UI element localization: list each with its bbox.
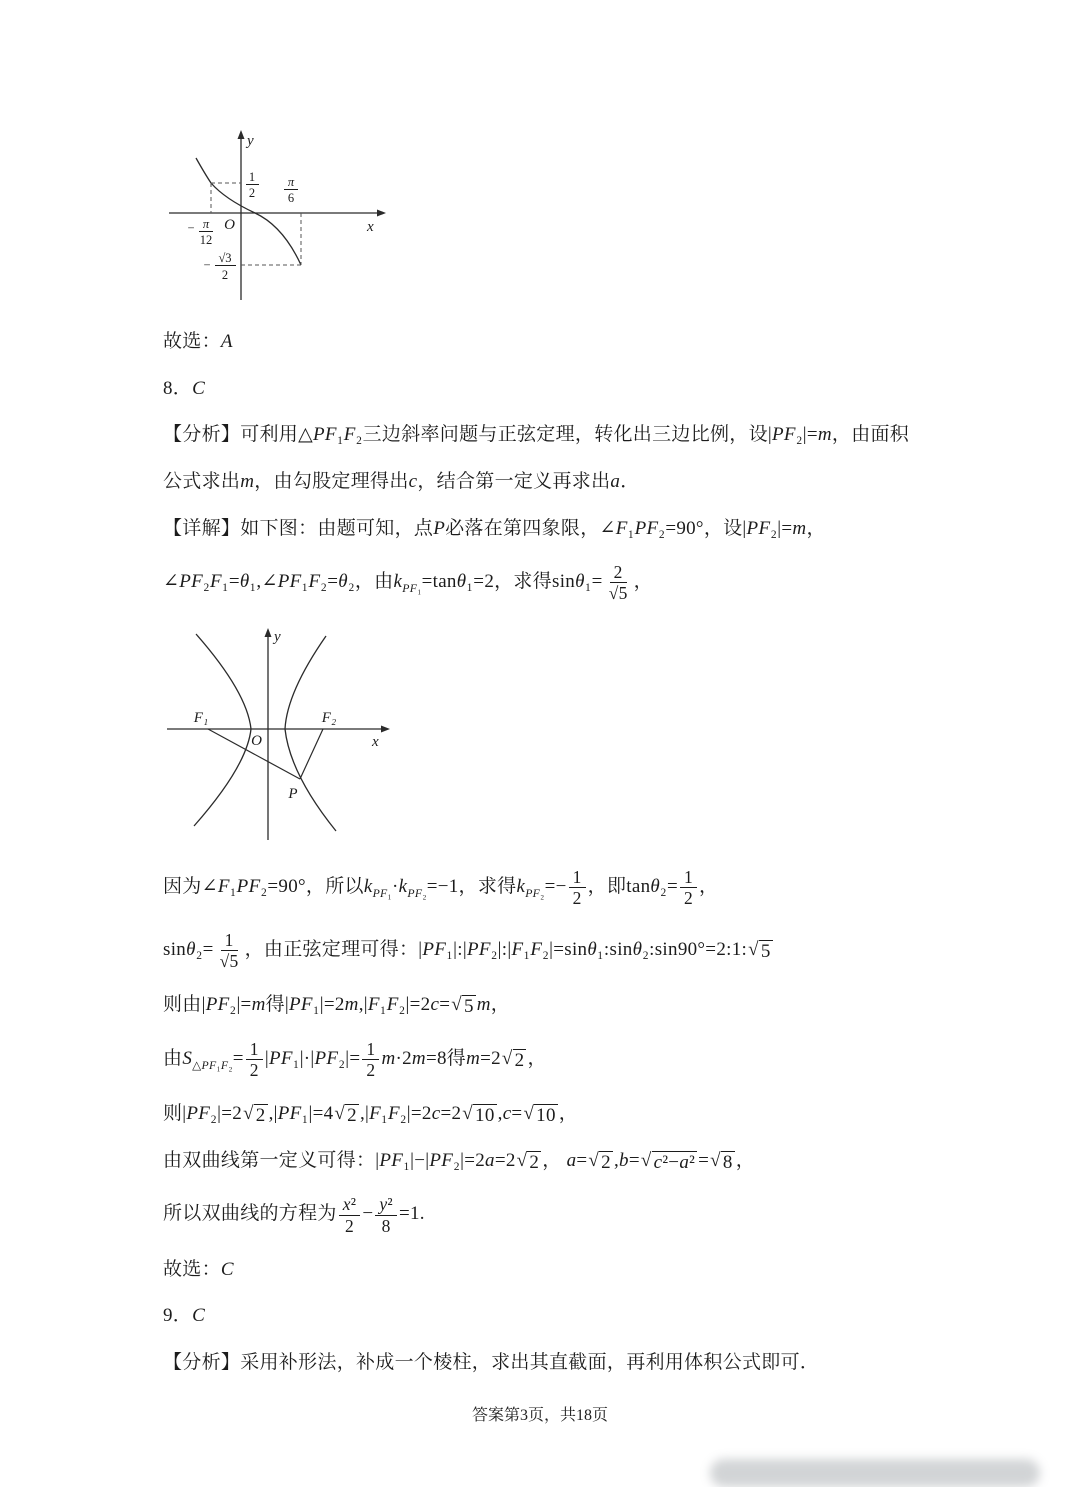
frac-sqrt32-num: √3	[218, 251, 232, 265]
text-line: 则由|PF₂|=m得|PF₁|=2m,|F₁F₂|=2c= √ 5 m，	[163, 993, 511, 1017]
square-root: √ 10	[462, 1102, 495, 1126]
y-axis-label: y	[274, 629, 281, 646]
square-root: √ 2	[588, 1149, 611, 1173]
text-line: 则|PF₂|=2 √ 2 ,|PF₁|=4 √ 2 ,|F₁F₂|=2c=2 √ 10 ,c= √ 10 ，	[163, 1102, 579, 1126]
square-root: √ 2	[334, 1102, 357, 1126]
text-line: 【详解】如下图：由题可知，点P必落在第四象限，∠F₁PF₂=90°，设|PF₂|=m，	[163, 517, 826, 539]
frac-sqrt32-den: 2	[221, 268, 229, 282]
x-axis-arrow-icon	[381, 726, 390, 733]
hyperbola-left-branch	[194, 634, 251, 826]
figure-trig-graph	[163, 128, 395, 308]
point-p-label: P	[288, 786, 298, 803]
y-axis-arrow-icon	[238, 130, 245, 139]
fraction: $\frac{1}{√5}$	[219, 929, 239, 971]
focus1-label: F₁	[193, 710, 209, 727]
square-root: √ c²−a²	[640, 1149, 696, 1173]
fraction: $\frac{1}{2}$	[569, 867, 586, 908]
content-section-a	[163, 329, 930, 603]
figure-hyperbola-graph	[163, 624, 408, 846]
text-line: ∠PF₂F₁=θ₁,∠PF₁F₂=θ₂，由$k_{PF_1}=\tan\theta_1=2$，求得sinθ₁= $\frac{2}{√5}$ ，	[163, 562, 653, 604]
square-root: √ 10	[523, 1102, 556, 1126]
content-section-b	[163, 867, 930, 1375]
y-axis-label: y	[247, 133, 254, 149]
page-footer: 答案第3页，共18页	[471, 1407, 608, 1424]
text-line: sinθ₂= $\frac{1}{√5}$ ，由正弦定理可得：|PF₁|:|PF₂|:|F₁F₂|=sinθ₁:sinθ₂:sin90°=2:1: √ 5	[163, 929, 771, 971]
fraction: $\frac{1}{2}$	[246, 1039, 263, 1080]
watermark	[710, 1459, 1040, 1487]
fraction: $\frac{2}{√5}$	[608, 562, 628, 604]
frac-sqrt32-minus: −	[203, 258, 211, 272]
text-line: 【分析】可利用△PF₁F₂三边斜率问题与正弦定理，转化出三边比例，设|PF₂|=m，由面积	[163, 424, 910, 446]
x-axis-arrow-icon	[377, 210, 386, 217]
square-root: √ 8	[710, 1149, 733, 1173]
frac-half-num: 1	[248, 170, 256, 184]
subscript: PF₂	[407, 887, 427, 901]
text-line: 由双曲线第一定义可得：|PF₁|−|PF₂|=2a=2 √ 2 ， a= √ 2 ,b= √ c²−a² = √ 8 ，	[163, 1149, 756, 1173]
square-root: √ 5	[748, 938, 771, 962]
text-line: 由$S_{\triangle PF_1F_2}=$ $\frac{1}{2}$ |PF₁|·|PF₂|= $\frac{1}{2}$ m·2m=8得m=2 √ 2 ，	[163, 1038, 547, 1080]
text-line: 8．C	[163, 377, 206, 399]
frac-negpi12-den: 12	[199, 233, 213, 247]
fraction: $\frac{\text{x²}}{2}$	[339, 1194, 361, 1235]
frac-pi6-num: π	[287, 175, 295, 189]
x-axis-label: x	[372, 734, 379, 751]
subscript: △PF₁F₂	[192, 1058, 233, 1072]
segment-f2-p	[300, 729, 323, 779]
y-axis-arrow-icon	[265, 628, 272, 637]
x-axis-label: x	[367, 219, 374, 235]
frac-negpi12-minus: −	[187, 221, 195, 235]
square-root: √ 2	[243, 1102, 266, 1126]
text-line: 所以双曲线的方程为 $\frac{\text{x²}}{2}$ − $\frac{\text{y²}}{8}$ =1.	[163, 1194, 425, 1236]
frac-half-den: 2	[248, 186, 256, 200]
fraction: $\frac{1}{2}$	[362, 1039, 379, 1080]
text-line: 9．C	[163, 1305, 206, 1327]
subscript: PF₁	[372, 887, 392, 901]
text-line: 故选：A	[163, 331, 233, 352]
text-line: 【分析】采用补形法，补成一个棱柱，求出其直截面，再利用体积公式即可．	[163, 1351, 820, 1373]
text-line: 公式求出m，由勾股定理得出c，结合第一定义再求出a．	[163, 470, 640, 492]
subscript: PF₁	[402, 581, 422, 595]
square-root: √ 2	[516, 1149, 540, 1173]
fraction: $\frac{1}{2}$	[680, 867, 697, 908]
square-root: √ 5	[451, 993, 474, 1017]
frac-pi6-den: 6	[287, 191, 295, 205]
square-root: √ 2	[501, 1047, 525, 1071]
subscript: PF₂	[525, 887, 545, 901]
text-line: 故选：C	[163, 1258, 234, 1280]
origin-label: O	[251, 733, 262, 750]
focus2-label: F₂	[321, 710, 337, 727]
origin-label: O	[224, 217, 235, 233]
fraction: $\frac{\text{y²}}{8}$	[375, 1194, 397, 1235]
text-line: 因为∠F₁PF₂=90°，所以$k_{PF_1}\cdot k_{PF_2}=-1$，求得$k_{PF_2}=-$ $\frac{1}{2}$ ，即tanθ₂= $\frac{1}{2}$ ，	[163, 867, 719, 909]
frac-negpi12-num: π	[202, 217, 210, 231]
